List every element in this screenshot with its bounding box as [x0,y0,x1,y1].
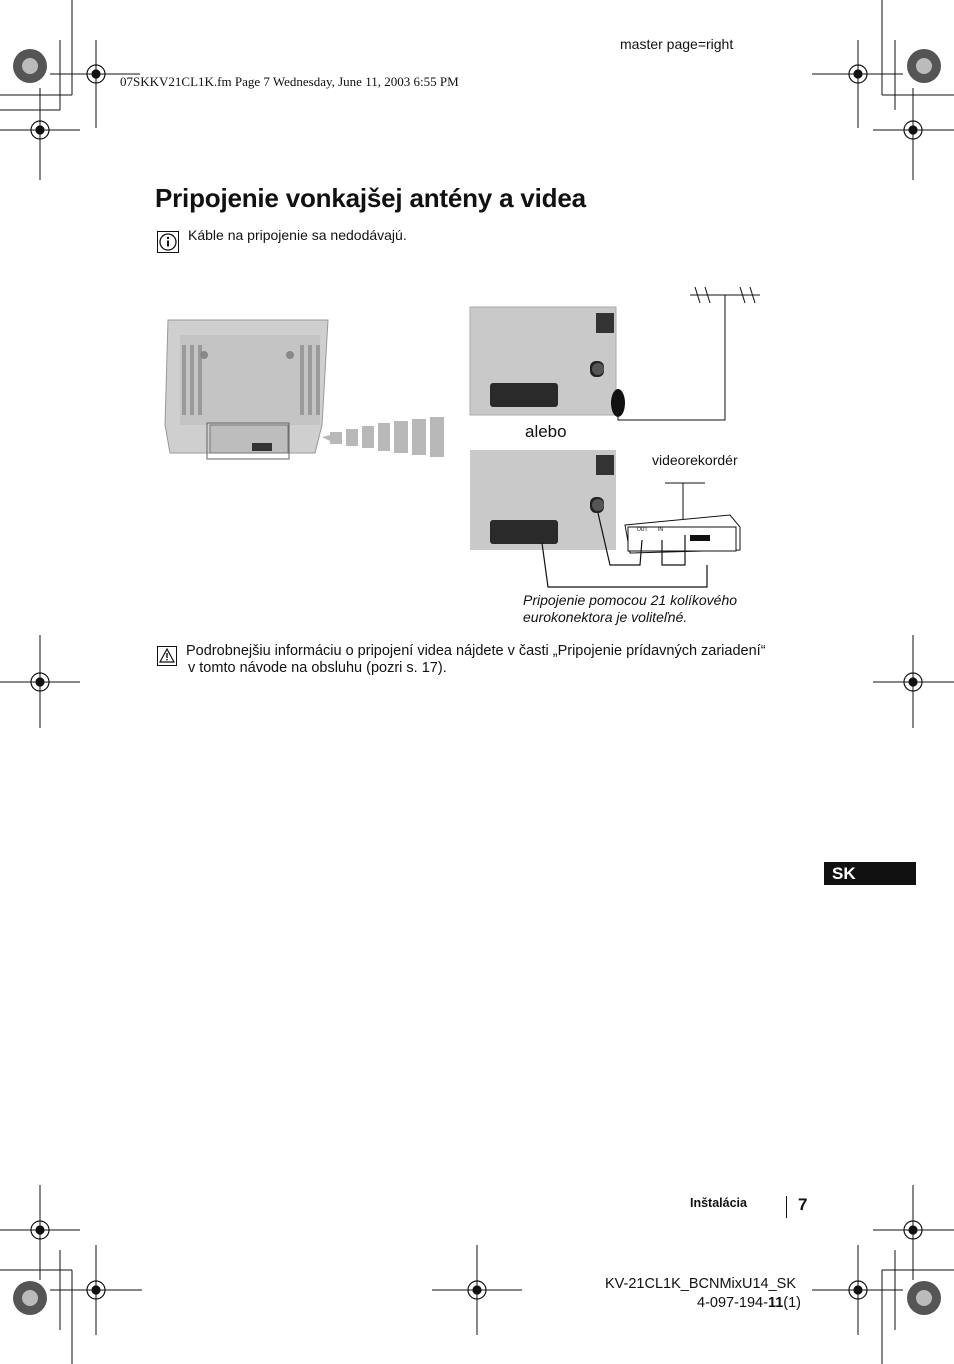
connection-diagram [150,265,780,595]
vcr-icon [625,515,740,553]
zoom-wedge [322,417,444,457]
caption-line-2: eurokonektora je voliteľné. [523,609,688,625]
tv-rear-image [165,320,328,459]
svg-text:OUT: OUT [637,527,648,533]
or-label: alebo [525,422,567,441]
vcr-label: videorekordér [652,452,738,468]
page-divider [786,1196,787,1218]
warning-line-2: v tomto návode na obsluhu (pozri s. 17). [188,660,447,676]
file-info-line: 07SKKV21CL1K.fm Page 7 Wednesday, June 11, 2003 6:55 PM [120,74,459,89]
tv-panel-photo-top [470,307,616,415]
page-number: 7 [798,1195,808,1214]
info-icon [157,231,179,253]
svg-text:IN: IN [658,527,663,533]
warning-note [186,643,826,677]
language-tab: SK [824,862,916,885]
diagram-caption [523,592,737,626]
info-note: Káble na pripojenie sa nedodávajú. [188,227,407,243]
section-name: Inštalácia [690,1196,747,1210]
master-page-label: master page=right [620,36,734,52]
document-number: 4-097-194-11(1) [697,1295,802,1311]
caption-line-1: Pripojenie pomocou 21 kolíkového [523,592,738,608]
warning-line-1: Podrobnejšiu informáciu o pripojení videa nájdete v časti „Pripojenie prídavných zariadení“ [186,643,766,659]
document-id: KV-21CL1K_BCNMixU14_SK [605,1276,797,1292]
registration-disc-icon [13,49,941,1315]
warning-icon [157,646,177,666]
antenna-icon [618,287,760,420]
page-title: Pripojenie vonkajšej antény a videa [155,183,586,213]
tv-panel-photo-bottom [470,450,616,550]
